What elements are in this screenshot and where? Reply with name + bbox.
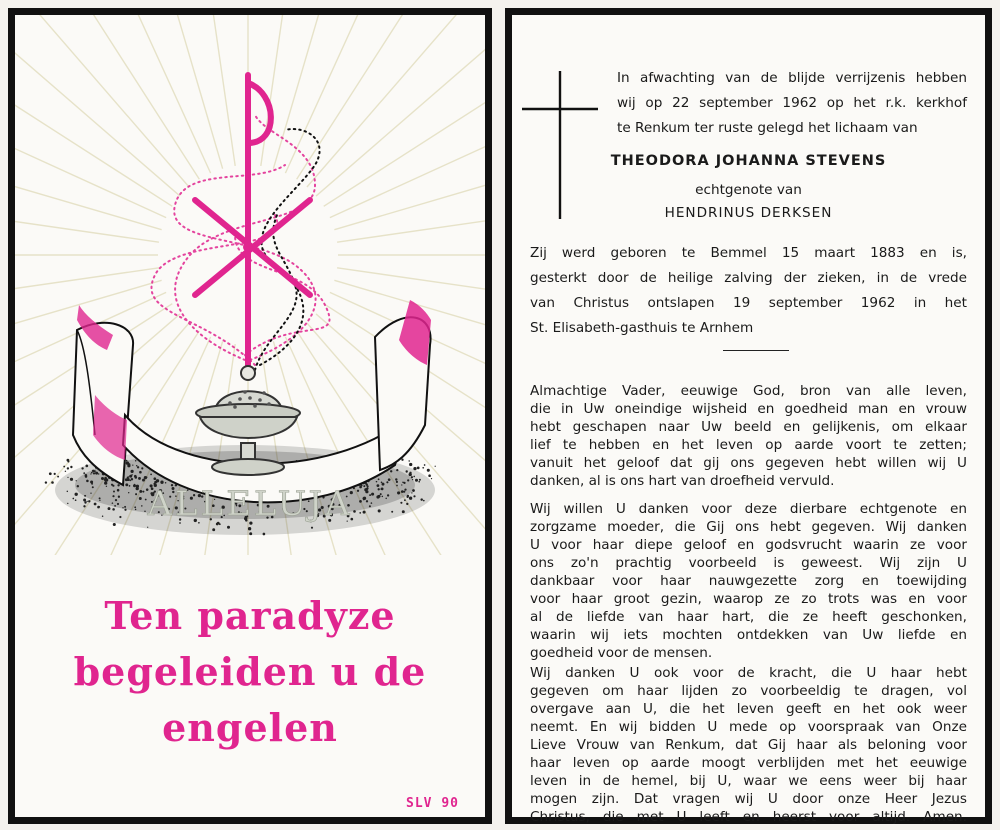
speck [122, 507, 123, 508]
prayer-line: dankbaar voor haar nauwgezette zorg en toewijding [530, 573, 967, 589]
speck [400, 502, 402, 504]
speck [418, 481, 420, 483]
speck [119, 516, 121, 518]
speck [138, 477, 141, 480]
bio-line-2: gesterkt door de heilige zalving der zieken, in de vrede [530, 270, 967, 286]
speck [407, 479, 409, 481]
prayer-line: Almachtige Vader, eeuwige God, bron van alle leven, [530, 383, 967, 399]
speck [227, 526, 230, 529]
speck [371, 502, 373, 504]
speck [87, 501, 88, 502]
prayer-line: die in Uw oneindige wijsheid en goedheid man en vrouw [530, 401, 967, 417]
speck [113, 523, 116, 526]
prayer-line: hebt geschapen naar Uw beeld en gelijkenis, om elkaar [530, 419, 967, 435]
speck [411, 492, 412, 493]
speck [136, 487, 139, 490]
speck [95, 472, 98, 475]
prayer-line: danken, al is ons hart van droefheid vervuld. [530, 473, 835, 489]
speck [128, 492, 129, 493]
speck [359, 512, 361, 514]
speck [417, 467, 420, 470]
speck [104, 477, 107, 480]
prayer-line: goedheid voor de mensen. [530, 645, 713, 661]
prayer-line: mogen zijn. Dat vragen wij U door onze Heer Jezus [530, 791, 967, 807]
speck [117, 503, 119, 505]
speck [88, 500, 90, 502]
ray [188, 15, 235, 166]
ray [330, 81, 485, 218]
speck [67, 491, 68, 492]
speck [131, 470, 134, 473]
speck [431, 478, 432, 479]
speck [413, 476, 415, 478]
speck [104, 480, 106, 482]
bio-line-4: St. Elisabeth-gasthuis te Arnhem [530, 320, 754, 336]
speck [359, 500, 362, 503]
speck [361, 484, 363, 486]
prayer-line: ons zo'n prachtig voorbeeld is geweest. Wij zijn U [530, 555, 967, 571]
speck [99, 500, 100, 501]
speck [85, 465, 88, 468]
speck [396, 485, 398, 487]
speck [114, 505, 116, 507]
memorial-card-text [505, 8, 992, 824]
prayer-line: leven in de hemel, bij U, waar we eens weer bij haar [530, 773, 967, 789]
speck [104, 481, 107, 484]
speck [131, 478, 133, 480]
speck [142, 491, 144, 493]
speck [406, 503, 408, 505]
speck [67, 503, 68, 504]
speck [248, 527, 251, 530]
speck [371, 493, 374, 496]
speck [83, 505, 85, 507]
speck [135, 476, 138, 479]
prayer-line: haar leven op aarde moogt verblijden met het eeuwige [530, 755, 967, 771]
ray [74, 15, 211, 173]
speck [363, 485, 365, 487]
speck [126, 460, 128, 462]
ray [307, 15, 485, 187]
speck [409, 472, 411, 474]
prayer-line: Wij willen U danken voor deze dierbare echtgenote en [530, 501, 967, 517]
speck [83, 499, 86, 502]
intro-line-3: te Renkum ter ruste gelegd het lichaam van [617, 120, 918, 136]
speck [385, 498, 386, 499]
speck [77, 485, 79, 487]
prayer-line: al de liefde van haar hart, die ze heeft geschonken, [530, 609, 967, 625]
speck [403, 482, 405, 484]
speck [117, 489, 120, 492]
speck [357, 490, 359, 492]
ray [324, 28, 485, 206]
speck [139, 471, 142, 474]
speck [129, 475, 132, 478]
speck [112, 508, 115, 511]
speck [406, 496, 408, 498]
speck [382, 483, 385, 486]
speck [381, 481, 383, 483]
speck [124, 509, 126, 511]
divider [723, 350, 789, 351]
speck [401, 490, 404, 493]
speck [412, 489, 415, 492]
ray [15, 28, 172, 206]
speck [134, 506, 136, 508]
speck [94, 470, 96, 472]
speck [363, 511, 366, 514]
speck [70, 466, 72, 468]
speck [141, 505, 143, 507]
speck [125, 483, 128, 486]
speck [93, 472, 95, 474]
speck [139, 497, 142, 500]
ray [316, 15, 485, 196]
speck [377, 484, 380, 487]
speck [113, 491, 115, 493]
speck [382, 496, 384, 498]
speck [249, 532, 252, 535]
speck [413, 467, 416, 470]
religious-illustration [15, 15, 485, 555]
ray [15, 195, 159, 242]
prayer-line: zorgzame moeder, die Gij ons hebt gegeven. Wij danken [530, 519, 967, 535]
spouse-name: HENDRINUS DERKSEN [664, 205, 833, 221]
speck [54, 473, 56, 475]
speck [396, 481, 398, 483]
speck [263, 533, 266, 536]
speck [424, 464, 426, 466]
headline-line-1: Ten paradyze [104, 593, 396, 638]
speck [142, 479, 145, 482]
speck [137, 466, 139, 468]
speck [369, 494, 371, 496]
speck [381, 488, 383, 490]
speck [72, 498, 74, 500]
speck [132, 464, 133, 465]
speck [115, 499, 117, 501]
speck [413, 495, 415, 497]
speck [45, 481, 47, 483]
speck [402, 510, 405, 513]
speck [150, 474, 152, 476]
ray [297, 15, 475, 179]
speck [409, 463, 412, 466]
prayer-line: waarin wij iets mochten ontdekken van Uw liefde en [530, 627, 967, 643]
speck [97, 506, 100, 509]
speck [401, 484, 402, 485]
speck [83, 472, 85, 474]
speck [366, 500, 368, 502]
speck [387, 494, 389, 496]
ray [21, 15, 199, 179]
speck [435, 466, 436, 467]
speck [57, 476, 59, 478]
speck [376, 495, 379, 498]
speck [133, 484, 136, 487]
speck [388, 479, 390, 481]
speck [391, 511, 393, 513]
prayer-line: neemt. En wij bidden U mede op voorspraak van Onze [530, 719, 967, 735]
speck [376, 481, 378, 483]
speck [99, 497, 101, 499]
prayer-line: voor haar groot gezin, waarop ze zo trots was en voor [530, 591, 967, 607]
speck [397, 491, 400, 494]
speck [101, 477, 104, 480]
ray [285, 15, 422, 173]
speck [94, 503, 97, 506]
relation-text: echtgenote van [695, 182, 802, 198]
ray [337, 195, 485, 242]
bio-line-3: van Christus ontslapen 19 september 1962 in het [530, 295, 967, 311]
speck [419, 479, 421, 481]
speck [422, 467, 424, 469]
speck [118, 496, 120, 498]
speck [91, 483, 93, 485]
speck [415, 479, 418, 482]
speck [146, 476, 148, 478]
speck [420, 498, 422, 500]
speck [390, 470, 392, 472]
speck [408, 460, 409, 461]
speck [67, 477, 68, 478]
speck [404, 488, 406, 490]
bio-line-1: Zij werd geboren te Bemmel 15 maart 1883 en is, [530, 245, 967, 261]
speck [67, 459, 70, 462]
ray [15, 81, 166, 218]
speck [153, 477, 156, 480]
speck [112, 485, 114, 487]
speck [124, 506, 126, 508]
speck [353, 510, 356, 513]
ray [15, 268, 159, 315]
speck [63, 466, 65, 468]
speck [92, 486, 94, 488]
speck [85, 474, 88, 477]
speck [380, 493, 382, 495]
headline-line-2: begeleiden u de [73, 649, 427, 694]
speck [365, 490, 368, 493]
speck [409, 497, 412, 500]
speck [67, 467, 69, 469]
deceased-name: THEODORA JOHANNA STEVENS [610, 153, 887, 169]
speck [411, 476, 413, 478]
headline-line-3: engelen [162, 705, 338, 750]
speck [427, 469, 430, 472]
prayer-line: lief te hebben en het leven op aarde voort te zetten; [530, 437, 967, 453]
speck [396, 469, 398, 471]
speck [386, 481, 388, 483]
speck [76, 480, 77, 481]
speck [147, 527, 148, 528]
speck [139, 490, 142, 493]
speck [363, 497, 366, 500]
speck [84, 501, 86, 503]
speck [49, 472, 52, 475]
speck [127, 476, 129, 478]
speck [106, 486, 107, 487]
speck [51, 481, 54, 484]
speck [378, 509, 381, 512]
speck [84, 495, 86, 497]
speck [406, 470, 408, 472]
prayer-line: overgave aan U, die het leven geeft en het ook weer [530, 701, 967, 717]
speck [395, 478, 397, 480]
speck [112, 495, 114, 497]
speck [404, 499, 406, 501]
speck [108, 507, 111, 510]
speck [102, 516, 103, 517]
intro-line-1: In afwachting van de blijde verrijzenis hebben [617, 70, 967, 86]
speck [112, 502, 114, 504]
speck [311, 527, 313, 529]
speck [91, 472, 93, 474]
speck [75, 499, 77, 501]
ray [15, 15, 180, 196]
ray [15, 137, 162, 230]
banner-text: ALLELUJA [147, 484, 353, 524]
speck [75, 493, 78, 496]
speck [86, 480, 89, 483]
speck [129, 485, 131, 487]
speck [136, 465, 137, 466]
prayer-line: U voor haar diepe geloof en godsvrucht waarin ze voor [530, 537, 967, 553]
speck [70, 478, 73, 481]
speck [135, 460, 137, 462]
prayer-line: Christus, die met U leeft en heerst voor altijd. Amen. [530, 809, 967, 825]
speck [135, 493, 137, 495]
speck [378, 478, 380, 480]
speck [126, 461, 129, 464]
speck [90, 473, 91, 474]
speck [428, 474, 431, 477]
ray [261, 15, 308, 166]
speck [369, 505, 371, 507]
speck [378, 488, 380, 490]
speck [212, 528, 215, 531]
speck [145, 499, 147, 501]
speck [117, 484, 119, 486]
speck [423, 500, 425, 502]
speck [144, 511, 146, 513]
speck [412, 479, 413, 480]
prayer-line: gegeven om haar lijden zo voorbeeldig te dragen, vol [530, 683, 967, 699]
chi-rho-icon [195, 75, 310, 375]
prayer-line: Wij danken U ook voor de kracht, die U haar hebt [530, 665, 967, 681]
intro-line-2: wij op 22 september 1962 op het r.k. kerkhof [617, 95, 967, 111]
speck [65, 471, 66, 472]
print-code: SLV 90 [406, 796, 459, 811]
prayer-line: vanuit het geloof dat gij ons gegeven hebt willen wij U [530, 455, 967, 471]
speck [141, 467, 143, 469]
speck [98, 473, 99, 474]
speck [81, 467, 83, 469]
speck [135, 509, 137, 511]
speck [90, 493, 91, 494]
prayer-line: Lieve Vrouw van Renkum, dat Gij haar als beloning voor [530, 737, 967, 753]
memorial-card-front [8, 8, 492, 824]
